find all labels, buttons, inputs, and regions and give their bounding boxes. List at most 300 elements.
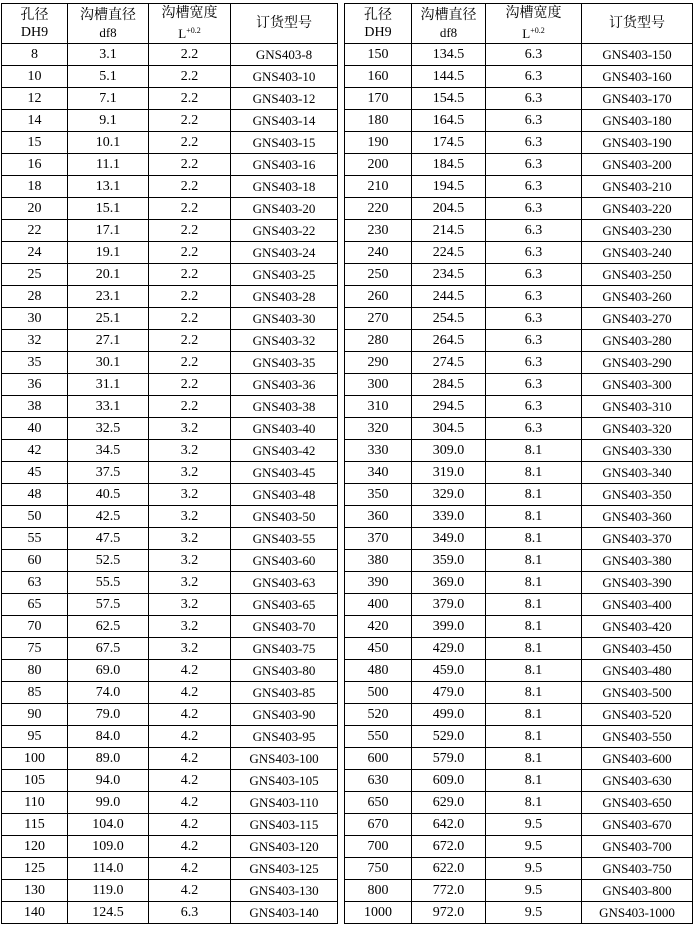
cell-groove-diameter: 459.0 xyxy=(412,660,486,682)
cell-order-number: GNS403-750 xyxy=(582,858,693,880)
cell-groove-diameter: 20.1 xyxy=(68,264,149,286)
table-row xyxy=(2,572,338,594)
table-row xyxy=(345,616,693,638)
cell-groove-width: 3.2 xyxy=(149,440,231,462)
cell-order-number: GNS403-240 xyxy=(582,242,693,264)
table-row xyxy=(2,66,338,88)
cell-order-number: GNS403-370 xyxy=(582,528,693,550)
table-row xyxy=(345,814,693,836)
cell-bore-diameter: 45 xyxy=(2,462,68,484)
cell-bore-diameter: 420 xyxy=(345,616,412,638)
cell-bore-diameter: 32 xyxy=(2,330,68,352)
cell-bore-diameter: 360 xyxy=(345,506,412,528)
table-row xyxy=(2,682,338,704)
table-row xyxy=(345,682,693,704)
table-row xyxy=(2,506,338,528)
cell-groove-width: 3.2 xyxy=(149,484,231,506)
cell-groove-width: 4.2 xyxy=(149,836,231,858)
cell-groove-diameter: 27.1 xyxy=(68,330,149,352)
cell-bore-diameter: 320 xyxy=(345,418,412,440)
cell-bore-diameter: 200 xyxy=(345,154,412,176)
cell-order-number: GNS403-500 xyxy=(582,682,693,704)
table-row xyxy=(345,528,693,550)
cell-groove-width: 8.1 xyxy=(486,770,582,792)
cell-groove-diameter: 134.5 xyxy=(412,44,486,66)
cell-groove-width: 9.5 xyxy=(486,814,582,836)
cell-bore-diameter: 24 xyxy=(2,242,68,264)
table-row xyxy=(345,880,693,902)
cell-groove-diameter: 99.0 xyxy=(68,792,149,814)
cell-order-number: GNS403-350 xyxy=(582,484,693,506)
cell-groove-width: 4.2 xyxy=(149,858,231,880)
table-row xyxy=(345,594,693,616)
cell-order-number: GNS403-380 xyxy=(582,550,693,572)
table-row xyxy=(345,110,693,132)
cell-groove-width: 2.2 xyxy=(149,110,231,132)
cell-groove-diameter: 264.5 xyxy=(412,330,486,352)
cell-groove-diameter: 772.0 xyxy=(412,880,486,902)
cell-order-number: GNS403-170 xyxy=(582,88,693,110)
table-row xyxy=(2,660,338,682)
cell-groove-diameter: 339.0 xyxy=(412,506,486,528)
cell-groove-width: 3.2 xyxy=(149,418,231,440)
cell-groove-width: 8.1 xyxy=(486,616,582,638)
cell-bore-diameter: 12 xyxy=(2,88,68,110)
cell-bore-diameter: 35 xyxy=(2,352,68,374)
table-row xyxy=(2,616,338,638)
cell-groove-width: 9.5 xyxy=(486,902,582,924)
table-row xyxy=(2,352,338,374)
cell-groove-width: 4.2 xyxy=(149,792,231,814)
cell-bore-diameter: 55 xyxy=(2,528,68,550)
cell-bore-diameter: 330 xyxy=(345,440,412,462)
cell-bore-diameter: 390 xyxy=(345,572,412,594)
cell-order-number: GNS403-42 xyxy=(231,440,338,462)
cell-order-number: GNS403-70 xyxy=(231,616,338,638)
cell-bore-diameter: 240 xyxy=(345,242,412,264)
cell-order-number: GNS403-10 xyxy=(231,66,338,88)
cell-groove-diameter: 3.1 xyxy=(68,44,149,66)
cell-groove-width: 8.1 xyxy=(486,682,582,704)
cell-groove-width: 9.5 xyxy=(486,880,582,902)
cell-groove-diameter: 79.0 xyxy=(68,704,149,726)
table-row xyxy=(2,726,338,748)
cell-groove-diameter: 57.5 xyxy=(68,594,149,616)
table-row xyxy=(2,154,338,176)
table-row xyxy=(345,330,693,352)
cell-order-number: GNS403-200 xyxy=(582,154,693,176)
cell-groove-width: 6.3 xyxy=(486,286,582,308)
cell-order-number: GNS403-340 xyxy=(582,462,693,484)
table-row xyxy=(345,308,693,330)
cell-groove-width: 2.2 xyxy=(149,330,231,352)
table-row xyxy=(2,528,338,550)
table-row xyxy=(345,858,693,880)
cell-bore-diameter: 130 xyxy=(2,880,68,902)
cell-bore-diameter: 14 xyxy=(2,110,68,132)
cell-order-number: GNS403-100 xyxy=(231,748,338,770)
cell-bore-diameter: 100 xyxy=(2,748,68,770)
cell-groove-width: 6.3 xyxy=(486,352,582,374)
cell-bore-diameter: 270 xyxy=(345,308,412,330)
header-groove-diameter: 沟槽直径 df8 xyxy=(412,4,486,44)
cell-bore-diameter: 500 xyxy=(345,682,412,704)
cell-groove-diameter: 244.5 xyxy=(412,286,486,308)
cell-groove-diameter: 294.5 xyxy=(412,396,486,418)
cell-order-number: GNS403-120 xyxy=(231,836,338,858)
cell-groove-diameter: 74.0 xyxy=(68,682,149,704)
cell-groove-width: 4.2 xyxy=(149,704,231,726)
cell-order-number: GNS403-24 xyxy=(231,242,338,264)
cell-bore-diameter: 115 xyxy=(2,814,68,836)
table-row xyxy=(345,484,693,506)
cell-groove-diameter: 642.0 xyxy=(412,814,486,836)
table-row xyxy=(2,462,338,484)
cell-groove-width: 2.2 xyxy=(149,66,231,88)
cell-groove-diameter: 9.1 xyxy=(68,110,149,132)
cell-groove-diameter: 89.0 xyxy=(68,748,149,770)
cell-groove-diameter: 52.5 xyxy=(68,550,149,572)
cell-order-number: GNS403-60 xyxy=(231,550,338,572)
cell-order-number: GNS403-14 xyxy=(231,110,338,132)
cell-groove-diameter: 15.1 xyxy=(68,198,149,220)
table-row xyxy=(345,836,693,858)
table-row xyxy=(345,286,693,308)
cell-groove-width: 6.3 xyxy=(486,44,582,66)
cell-bore-diameter: 105 xyxy=(2,770,68,792)
cell-groove-diameter: 194.5 xyxy=(412,176,486,198)
cell-groove-width: 6.3 xyxy=(486,176,582,198)
table-row xyxy=(345,638,693,660)
cell-order-number: GNS403-520 xyxy=(582,704,693,726)
cell-groove-width: 6.3 xyxy=(486,396,582,418)
cell-bore-diameter: 170 xyxy=(345,88,412,110)
cell-groove-width: 2.2 xyxy=(149,264,231,286)
cell-bore-diameter: 150 xyxy=(345,44,412,66)
cell-groove-diameter: 34.5 xyxy=(68,440,149,462)
cell-bore-diameter: 60 xyxy=(2,550,68,572)
cell-groove-width: 6.3 xyxy=(149,902,231,924)
cell-bore-diameter: 120 xyxy=(2,836,68,858)
cell-groove-width: 2.2 xyxy=(149,88,231,110)
cell-groove-diameter: 32.5 xyxy=(68,418,149,440)
cell-order-number: GNS403-65 xyxy=(231,594,338,616)
cell-groove-width: 2.2 xyxy=(149,154,231,176)
cell-groove-width: 4.2 xyxy=(149,770,231,792)
cell-order-number: GNS403-220 xyxy=(582,198,693,220)
cell-groove-width: 2.2 xyxy=(149,44,231,66)
cell-groove-diameter: 672.0 xyxy=(412,836,486,858)
cell-groove-width: 3.2 xyxy=(149,594,231,616)
cell-groove-width: 6.3 xyxy=(486,88,582,110)
table-row xyxy=(2,836,338,858)
cell-bore-diameter: 75 xyxy=(2,638,68,660)
cell-groove-width: 6.3 xyxy=(486,308,582,330)
cell-order-number: GNS403-600 xyxy=(582,748,693,770)
cell-groove-diameter: 369.0 xyxy=(412,572,486,594)
cell-bore-diameter: 15 xyxy=(2,132,68,154)
cell-order-number: GNS403-290 xyxy=(582,352,693,374)
cell-groove-width: 3.2 xyxy=(149,506,231,528)
cell-bore-diameter: 400 xyxy=(345,594,412,616)
cell-groove-width: 8.1 xyxy=(486,506,582,528)
table-row xyxy=(2,880,338,902)
cell-order-number: GNS403-45 xyxy=(231,462,338,484)
cell-groove-width: 2.2 xyxy=(149,220,231,242)
cell-bore-diameter: 18 xyxy=(2,176,68,198)
cell-order-number: GNS403-800 xyxy=(582,880,693,902)
table-row xyxy=(2,286,338,308)
cell-bore-diameter: 550 xyxy=(345,726,412,748)
cell-order-number: GNS403-30 xyxy=(231,308,338,330)
table-row xyxy=(345,154,693,176)
cell-groove-width: 9.5 xyxy=(486,836,582,858)
cell-groove-diameter: 499.0 xyxy=(412,704,486,726)
cell-groove-diameter: 319.0 xyxy=(412,462,486,484)
cell-groove-width: 6.3 xyxy=(486,198,582,220)
cell-order-number: GNS403-390 xyxy=(582,572,693,594)
table-row xyxy=(345,66,693,88)
cell-bore-diameter: 520 xyxy=(345,704,412,726)
cell-bore-diameter: 48 xyxy=(2,484,68,506)
table-row xyxy=(2,44,338,66)
table-row xyxy=(345,748,693,770)
header-groove-diameter: 沟槽直径 df8 xyxy=(68,4,149,44)
cell-groove-diameter: 274.5 xyxy=(412,352,486,374)
cell-groove-diameter: 109.0 xyxy=(68,836,149,858)
cell-bore-diameter: 110 xyxy=(2,792,68,814)
table-row xyxy=(2,396,338,418)
table-row xyxy=(345,396,693,418)
cell-groove-width: 6.3 xyxy=(486,242,582,264)
cell-groove-diameter: 11.1 xyxy=(68,154,149,176)
header-groove-width: 沟槽宽度 $L^{+0.2}$ xyxy=(149,4,231,44)
cell-groove-diameter: 429.0 xyxy=(412,638,486,660)
header-bore-diameter: 孔径 DH9 xyxy=(345,4,412,44)
header-order-number: 订货型号 xyxy=(582,4,693,44)
cell-order-number: GNS403-16 xyxy=(231,154,338,176)
cell-bore-diameter: 42 xyxy=(2,440,68,462)
cell-bore-diameter: 310 xyxy=(345,396,412,418)
table-row xyxy=(2,902,338,924)
header-groove-width: 沟槽宽度 $L^{+0.2}$ xyxy=(486,4,582,44)
cell-groove-width: 8.1 xyxy=(486,528,582,550)
table-row xyxy=(2,418,338,440)
cell-groove-diameter: 31.1 xyxy=(68,374,149,396)
cell-groove-width: 2.2 xyxy=(149,352,231,374)
cell-groove-width: 2.2 xyxy=(149,374,231,396)
table-row xyxy=(2,242,338,264)
cell-groove-diameter: 40.5 xyxy=(68,484,149,506)
cell-bore-diameter: 210 xyxy=(345,176,412,198)
cell-groove-diameter: 622.0 xyxy=(412,858,486,880)
cell-groove-diameter: 214.5 xyxy=(412,220,486,242)
cell-bore-diameter: 350 xyxy=(345,484,412,506)
cell-groove-diameter: 379.0 xyxy=(412,594,486,616)
table-row xyxy=(2,264,338,286)
cell-bore-diameter: 630 xyxy=(345,770,412,792)
cell-groove-width: 8.1 xyxy=(486,572,582,594)
cell-bore-diameter: 340 xyxy=(345,462,412,484)
cell-order-number: GNS403-125 xyxy=(231,858,338,880)
cell-groove-diameter: 184.5 xyxy=(412,154,486,176)
cell-bore-diameter: 30 xyxy=(2,308,68,330)
cell-order-number: GNS403-700 xyxy=(582,836,693,858)
cell-order-number: GNS403-36 xyxy=(231,374,338,396)
cell-order-number: GNS403-140 xyxy=(231,902,338,924)
cell-groove-diameter: 7.1 xyxy=(68,88,149,110)
cell-groove-width: 6.3 xyxy=(486,110,582,132)
table-row xyxy=(345,462,693,484)
table-row xyxy=(2,594,338,616)
cell-groove-width: 2.2 xyxy=(149,242,231,264)
cell-groove-diameter: 609.0 xyxy=(412,770,486,792)
cell-order-number: GNS403-360 xyxy=(582,506,693,528)
table-row xyxy=(345,176,693,198)
cell-bore-diameter: 160 xyxy=(345,66,412,88)
cell-order-number: GNS403-420 xyxy=(582,616,693,638)
cell-groove-diameter: 84.0 xyxy=(68,726,149,748)
cell-order-number: GNS403-80 xyxy=(231,660,338,682)
cell-groove-width: 6.3 xyxy=(486,132,582,154)
cell-order-number: GNS403-63 xyxy=(231,572,338,594)
table-row xyxy=(2,704,338,726)
cell-groove-width: 8.1 xyxy=(486,748,582,770)
cell-groove-width: 4.2 xyxy=(149,726,231,748)
cell-groove-width: 4.2 xyxy=(149,748,231,770)
cell-groove-diameter: 479.0 xyxy=(412,682,486,704)
cell-groove-diameter: 579.0 xyxy=(412,748,486,770)
cell-groove-width: 8.1 xyxy=(486,484,582,506)
cell-groove-diameter: 5.1 xyxy=(68,66,149,88)
table-row xyxy=(345,88,693,110)
cell-bore-diameter: 50 xyxy=(2,506,68,528)
cell-groove-diameter: 69.0 xyxy=(68,660,149,682)
cell-groove-width: 6.3 xyxy=(486,154,582,176)
table-row xyxy=(2,484,338,506)
cell-groove-diameter: 124.5 xyxy=(68,902,149,924)
cell-order-number: GNS403-85 xyxy=(231,682,338,704)
cell-bore-diameter: 450 xyxy=(345,638,412,660)
header-bore-diameter: 孔径 DH9 xyxy=(2,4,68,44)
cell-bore-diameter: 20 xyxy=(2,198,68,220)
cell-bore-diameter: 8 xyxy=(2,44,68,66)
cell-order-number: GNS403-18 xyxy=(231,176,338,198)
cell-bore-diameter: 370 xyxy=(345,528,412,550)
cell-order-number: GNS403-15 xyxy=(231,132,338,154)
table-header-row xyxy=(2,4,338,44)
cell-order-number: GNS403-25 xyxy=(231,264,338,286)
cell-groove-diameter: 154.5 xyxy=(412,88,486,110)
cell-groove-width: 6.3 xyxy=(486,418,582,440)
cell-groove-width: 2.2 xyxy=(149,286,231,308)
cell-bore-diameter: 650 xyxy=(345,792,412,814)
cell-bore-diameter: 1000 xyxy=(345,902,412,924)
cell-bore-diameter: 38 xyxy=(2,396,68,418)
table-row xyxy=(2,814,338,836)
cell-groove-width: 8.1 xyxy=(486,462,582,484)
cell-bore-diameter: 250 xyxy=(345,264,412,286)
cell-bore-diameter: 90 xyxy=(2,704,68,726)
cell-groove-diameter: 629.0 xyxy=(412,792,486,814)
cell-order-number: GNS403-115 xyxy=(231,814,338,836)
cell-order-number: GNS403-250 xyxy=(582,264,693,286)
table-row xyxy=(2,88,338,110)
table-row xyxy=(345,770,693,792)
cell-groove-width: 8.1 xyxy=(486,638,582,660)
cell-order-number: GNS403-38 xyxy=(231,396,338,418)
cell-bore-diameter: 95 xyxy=(2,726,68,748)
cell-order-number: GNS403-35 xyxy=(231,352,338,374)
cell-groove-diameter: 224.5 xyxy=(412,242,486,264)
cell-order-number: GNS403-28 xyxy=(231,286,338,308)
cell-bore-diameter: 63 xyxy=(2,572,68,594)
table-row xyxy=(345,792,693,814)
cell-groove-diameter: 23.1 xyxy=(68,286,149,308)
cell-groove-diameter: 234.5 xyxy=(412,264,486,286)
cell-groove-diameter: 10.1 xyxy=(68,132,149,154)
cell-groove-width: 6.3 xyxy=(486,220,582,242)
cell-groove-diameter: 62.5 xyxy=(68,616,149,638)
table-row xyxy=(345,902,693,924)
cell-groove-diameter: 30.1 xyxy=(68,352,149,374)
cell-bore-diameter: 220 xyxy=(345,198,412,220)
cell-groove-width: 3.2 xyxy=(149,528,231,550)
cell-groove-diameter: 67.5 xyxy=(68,638,149,660)
cell-bore-diameter: 22 xyxy=(2,220,68,242)
table-row xyxy=(2,308,338,330)
cell-bore-diameter: 80 xyxy=(2,660,68,682)
cell-groove-diameter: 309.0 xyxy=(412,440,486,462)
cell-groove-width: 3.2 xyxy=(149,550,231,572)
cell-order-number: GNS403-22 xyxy=(231,220,338,242)
cell-bore-diameter: 380 xyxy=(345,550,412,572)
table-row xyxy=(345,704,693,726)
cell-order-number: GNS403-130 xyxy=(231,880,338,902)
cell-groove-width: 6.3 xyxy=(486,330,582,352)
cell-bore-diameter: 800 xyxy=(345,880,412,902)
table-row xyxy=(345,264,693,286)
cell-groove-width: 2.2 xyxy=(149,396,231,418)
cell-bore-diameter: 480 xyxy=(345,660,412,682)
cell-groove-width: 4.2 xyxy=(149,660,231,682)
cell-groove-diameter: 284.5 xyxy=(412,374,486,396)
cell-bore-diameter: 65 xyxy=(2,594,68,616)
cell-order-number: GNS403-105 xyxy=(231,770,338,792)
cell-bore-diameter: 40 xyxy=(2,418,68,440)
cell-bore-diameter: 300 xyxy=(345,374,412,396)
table-row xyxy=(2,110,338,132)
cell-bore-diameter: 190 xyxy=(345,132,412,154)
cell-groove-width: 9.5 xyxy=(486,858,582,880)
cell-order-number: GNS403-260 xyxy=(582,286,693,308)
table-row xyxy=(2,374,338,396)
cell-groove-width: 8.1 xyxy=(486,660,582,682)
cell-order-number: GNS403-8 xyxy=(231,44,338,66)
table-row xyxy=(2,132,338,154)
cell-order-number: GNS403-55 xyxy=(231,528,338,550)
cell-order-number: GNS403-550 xyxy=(582,726,693,748)
cell-groove-width: 2.2 xyxy=(149,132,231,154)
cell-groove-width: 4.2 xyxy=(149,814,231,836)
table-row xyxy=(345,726,693,748)
cell-groove-width: 8.1 xyxy=(486,440,582,462)
table-row xyxy=(345,418,693,440)
cell-groove-diameter: 529.0 xyxy=(412,726,486,748)
cell-groove-diameter: 47.5 xyxy=(68,528,149,550)
cell-bore-diameter: 70 xyxy=(2,616,68,638)
cell-order-number: GNS403-12 xyxy=(231,88,338,110)
